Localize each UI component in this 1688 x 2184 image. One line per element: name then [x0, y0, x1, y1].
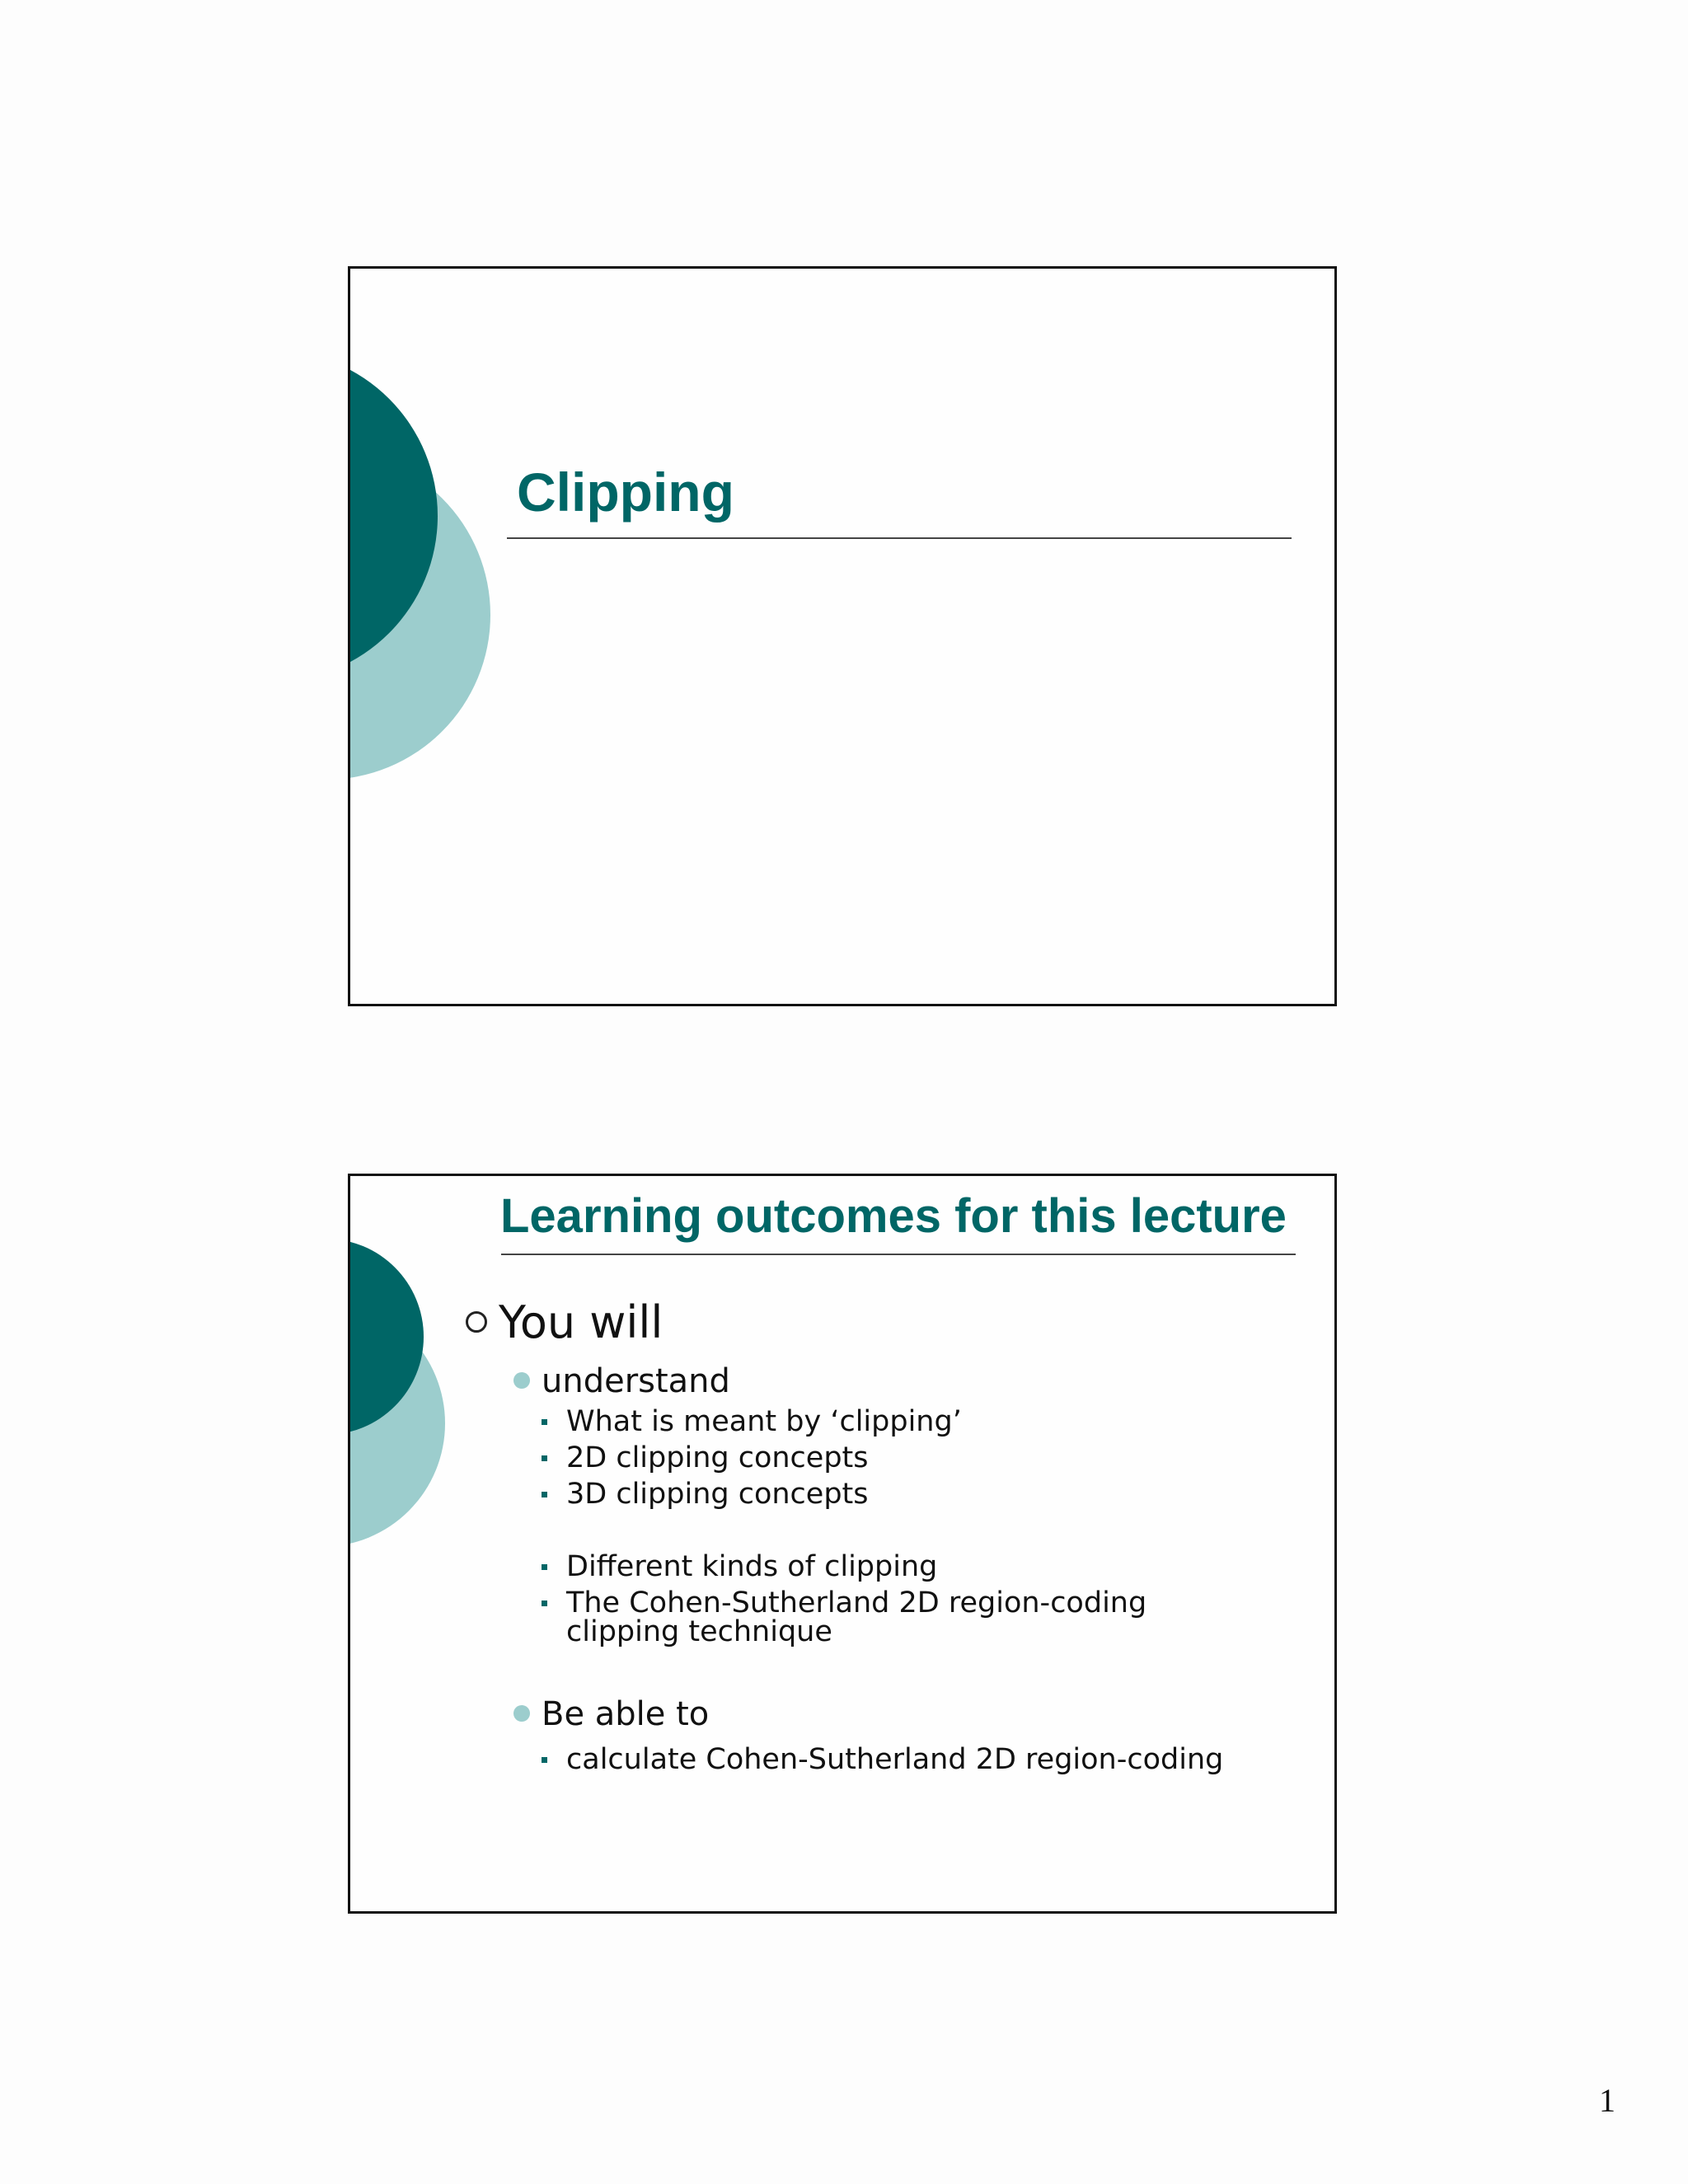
bullet-level-2 — [513, 1694, 709, 1734]
slide-title: Clipping — [517, 462, 734, 523]
square-bullet-icon — [542, 1455, 547, 1461]
page-number: 1 — [1599, 2082, 1615, 2119]
slide-title: Learning outcomes for this lecture — [500, 1189, 1287, 1243]
square-bullet-icon — [542, 1601, 547, 1606]
bullet-text: understand — [542, 1362, 730, 1400]
bullet-list — [350, 1176, 1334, 1911]
bullet-text: Be able to — [542, 1695, 710, 1733]
square-bullet-icon — [542, 1564, 547, 1570]
bullet-level-1 — [466, 1296, 663, 1349]
bullet-continuation — [566, 1617, 832, 1647]
title-divider — [507, 537, 1292, 539]
bullet-text: 2D clipping concepts — [566, 1441, 869, 1474]
slide-decoration — [350, 269, 515, 1006]
bullet-level-3 — [566, 1479, 869, 1509]
square-bullet-icon — [542, 1492, 547, 1497]
bullet-text: calculate Cohen-Sutherland 2D region-coding — [566, 1743, 1224, 1776]
hollow-circle-icon — [466, 1311, 487, 1333]
bullet-level-3 — [566, 1443, 869, 1473]
bullet-level-3 — [566, 1745, 1223, 1774]
bullet-level-3 — [566, 1552, 937, 1582]
bullet-text: You will — [499, 1296, 663, 1348]
bullet-text: 3D clipping concepts — [566, 1478, 869, 1511]
slide-1 — [348, 266, 1337, 1006]
bullet-text: Different kinds of clipping — [566, 1550, 938, 1583]
bullet-level-3 — [566, 1588, 1146, 1618]
square-bullet-icon — [542, 1419, 547, 1425]
bullet-level-3 — [566, 1407, 962, 1436]
bullet-text: What is meant by ‘clipping’ — [566, 1405, 962, 1438]
bullet-text: The Cohen-Sutherland 2D region-coding — [566, 1586, 1147, 1619]
slide-2 — [348, 1174, 1337, 1914]
square-bullet-icon — [542, 1757, 547, 1763]
filled-dot-icon — [513, 1705, 530, 1722]
bullet-text: clipping technique — [566, 1615, 832, 1648]
filled-dot-icon — [513, 1372, 530, 1389]
bullet-level-2 — [513, 1361, 730, 1401]
